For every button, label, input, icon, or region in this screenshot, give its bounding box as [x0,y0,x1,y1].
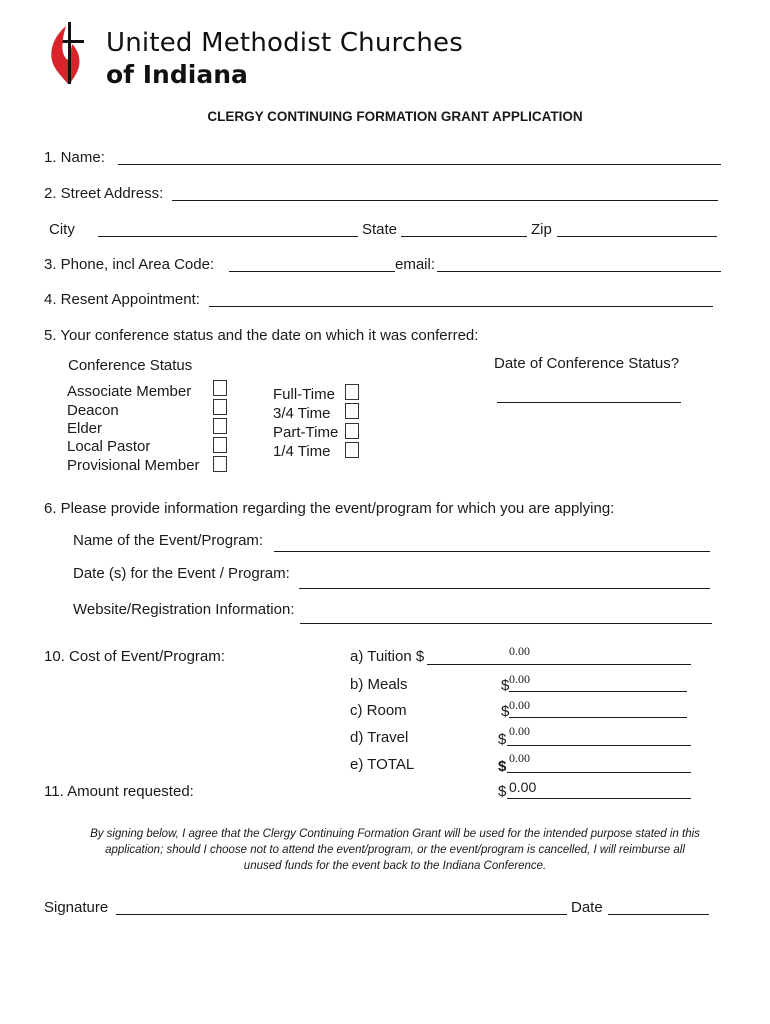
time-part-checkbox[interactable] [345,423,359,439]
total-label: e) TOTAL [350,756,415,773]
total-value: 0.00 [509,751,530,765]
name-field[interactable] [118,146,721,165]
q6-label: 6. Please provide information regarding the event/program for which you are applying: [44,500,615,517]
cross-and-flame-icon [46,20,90,88]
agreement-line-1: By signing below, I agree that the Clergy Continuing Formation Grant will be used for the intended purpose stated in this [90,828,700,840]
status-deacon-checkbox[interactable] [213,399,227,415]
tuition-field[interactable] [427,646,691,665]
agreement-line-3: unused funds for the event back to the Indiana Conference. [243,860,547,872]
flame-right [71,44,79,82]
city-label: City [49,221,75,238]
event-dates-field[interactable] [299,570,710,589]
zip-field[interactable] [557,218,717,237]
time-three-quarter-checkbox[interactable] [345,403,359,419]
zip-label: Zip [531,221,552,238]
time-quarter-label: 1/4 Time [273,443,331,460]
room-value: 0.00 [509,698,530,712]
travel-field[interactable] [507,727,691,746]
status-associate-label: Associate Member [67,383,192,400]
time-three-quarter-label: 3/4 Time [273,405,331,422]
street-label: 2. Street Address: [44,185,164,202]
total-currency: $ [498,758,507,775]
room-label: c) Room [350,702,407,719]
phone-label: 3. Phone, incl Area Code: [44,256,215,273]
status-provisional-label: Provisional Member [67,457,200,474]
meals-value: 0.00 [509,672,530,686]
time-quarter-checkbox[interactable] [345,442,359,458]
travel-value: 0.00 [509,724,530,738]
email-label: email: [395,256,436,273]
website-field[interactable] [300,605,712,624]
state-label: State [362,221,398,238]
cost-label: 10. Cost of Event/Program: [44,648,225,665]
state-field[interactable] [401,218,527,237]
travel-label: d) Travel [350,729,409,746]
status-associate-checkbox[interactable] [213,380,227,396]
appointment-field[interactable] [209,288,713,307]
status-elder-label: Elder [67,420,103,437]
date-status-heading: Date of Conference Status? [494,355,680,372]
signature-label: Signature [44,899,109,916]
requested-currency: $ [498,783,507,800]
requested-value: 0.00 [509,779,537,795]
event-name-field[interactable] [274,533,710,552]
requested-label: 11. Amount requested: [44,783,194,800]
total-field[interactable] [507,754,691,773]
status-provisional-checkbox[interactable] [213,456,227,472]
status-deacon-label: Deacon [67,402,119,419]
q5-label: 5. Your conference status and the date on which it was conferred: [44,327,479,344]
time-full-label: Full-Time [273,386,335,403]
agreement-line-2: application; should I choose not to attend the event/program, or the event/program is cancelled, I will reimburse all [105,844,685,856]
conference-status-heading: Conference Status [68,357,193,374]
org-name-line1: United Methodist Churches [106,28,463,58]
event-name-label: Name of the Event/Program: [73,532,264,549]
status-date-field[interactable] [497,384,681,403]
date-label: Date [571,899,603,916]
meals-field[interactable] [509,673,687,692]
meals-label: b) Meals [350,676,408,693]
status-local-pastor-label: Local Pastor [67,438,151,455]
room-currency: $ [501,703,510,720]
cross-vertical [68,22,71,84]
org-logo [46,20,90,88]
name-label: 1. Name: [44,149,105,166]
signature-field[interactable] [116,896,567,915]
form-title: CLERGY CONTINUING FORMATION GRANT APPLICATION [207,109,583,124]
meals-currency: $ [501,677,510,694]
date-field[interactable] [608,896,709,915]
street-field[interactable] [172,182,718,201]
city-field[interactable] [98,218,358,237]
time-full-checkbox[interactable] [345,384,359,400]
status-elder-checkbox[interactable] [213,418,227,434]
website-label: Website/Registration Information: [73,601,295,618]
tuition-value: 0.00 [509,644,530,658]
org-name-line2: of Indiana [106,60,248,89]
appointment-label: 4. Resent Appointment: [44,291,200,308]
event-dates-label: Date (s) for the Event / Program: [73,565,290,582]
phone-field[interactable] [229,253,395,272]
email-field[interactable] [437,253,721,272]
tuition-label: a) Tuition $ [350,648,425,665]
travel-currency: $ [498,731,507,748]
flame-left [51,26,68,84]
room-field[interactable] [509,699,687,718]
time-part-label: Part-Time [273,424,339,441]
status-local-pastor-checkbox[interactable] [213,437,227,453]
